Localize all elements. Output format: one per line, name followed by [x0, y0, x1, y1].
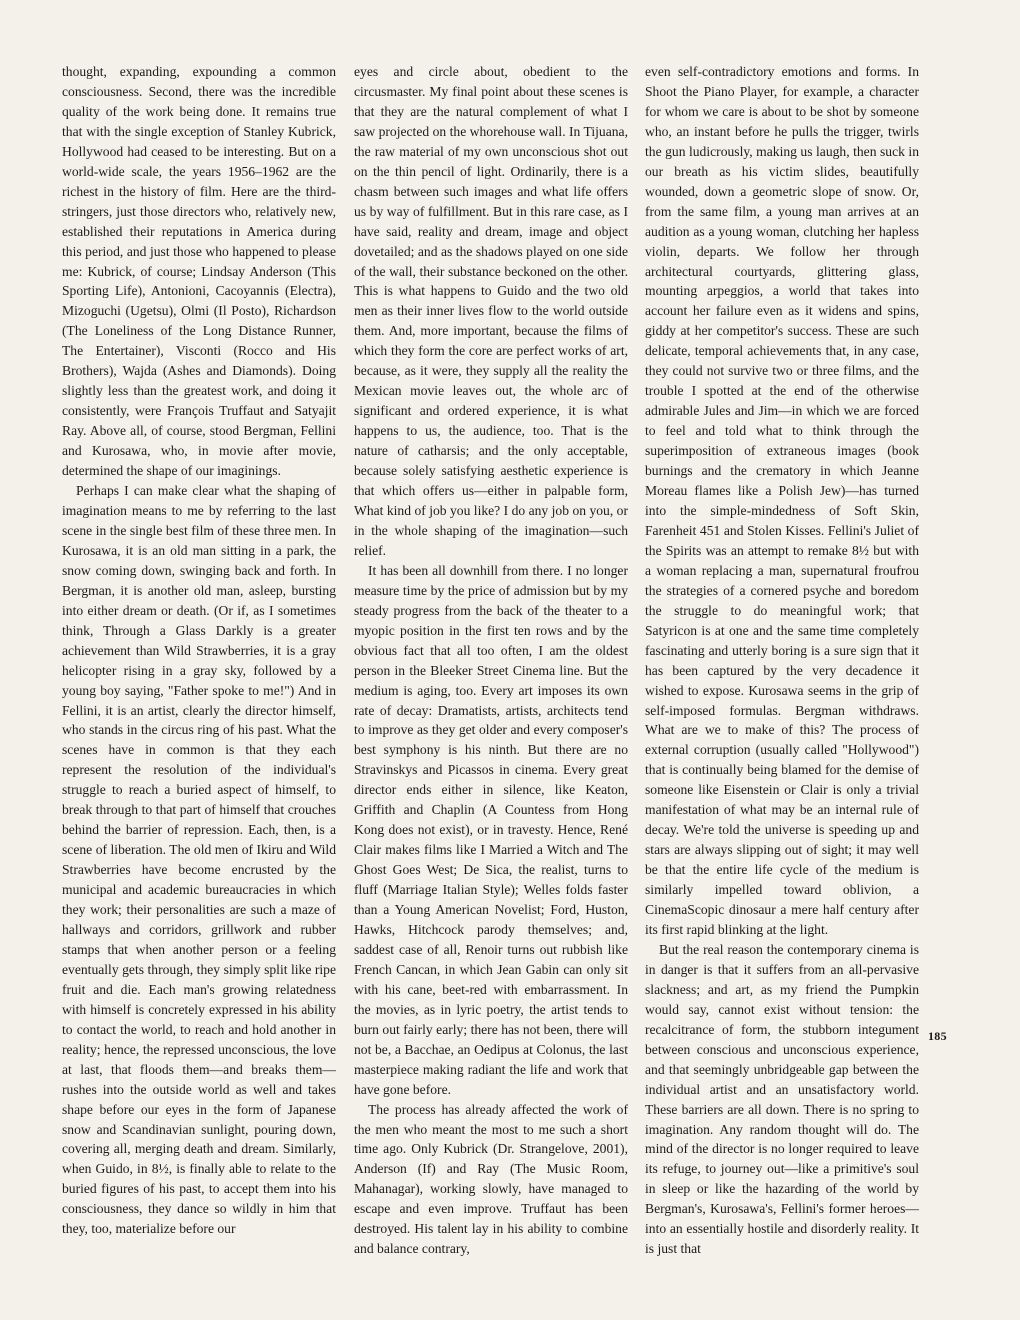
- text-column-3: [645, 62, 919, 1259]
- paragraph: It has been all downhill from there. I no longer measure time by the price of admission but by my steady progress from the back of the theater to a myopic position in the first ten rows and by the obvious fact that all too often, I am the oldest person in the Bleeker Street Cinema line. But the medium is aging, too. Every art imposes its own rate of decay: Dramatists, artists, architects tend to improve as they get older and every composer's best symphony is his ninth. But there are no Stravinskys and Picassos in cinema. Every great director ends either in silence, like Keaton, Griffith and Chaplin (A Countess from Hong Kong does not exist), or in travesty. Hence, René Clair makes films like I Married a Witch and The Ghost Goes West; De Sica, the realist, turns to fluff (Marriage Italian Style); Welles folds faster than a Young American Novelist; Ford, Huston, Hawks, Hitchcock parody themselves; and, saddest case of all, Renoir turns out rubbish like French Cancan, in which Jean Gabin can only sit with his cane, beet-red with embarrassment. In the movies, as in lyric poetry, the artist tends to burn out fairly early; there has not been, there will not be, a Bacchae, an Oedipus at Colonus, the last masterpiece making radiant the life and work that have gone before.: [354, 562, 628, 1097]
- paragraph: Perhaps I can make clear what the shaping of imagination means to me by referring to the last scene in the single best film of these three men. In Kurosawa, it is an old man sitting in a park, the snow coming down, swinging back and forth. In Bergman, it is another old man, asleep, bursting into either dream or death. (Or if, as I sometimes think, Through a Glass Darkly is a greater achievement than Wild Strawberries, it is a gray helicopter rising in a gray sky, followed by a young boy saying, "Father spoke to me!") And in Fellini, it is an artist, clearly the director himself, who stands in the circus ring of his past. What the scenes have in common is that they each represent the resolution of the individual's struggle to reach a buried aspect of himself, to break through to that part of himself that crouches behind the barrier of repression. Each, then, is a scene of liberation. The old men of Ikiru and Wild Strawberries have become encrusted by the municipal and academic bureaucracies in which they work; their personalities are such a maze of hallways and corridors, grillwork and rubber stamps that when another person or a feeling eventually gets through, they simply split like ripe fruit and die. Each man's growing relatedness with himself is concretely expressed in his ability to contact the world, to reach and hold another in reality; hence, the repressed unconscious, the love at last, that floods them—and breaks them—rushes into the outside world as well and takes shape before our eyes in the form of Japanese snow and Scandinavian sunlight, pouring down, covering all, merging death and dream. Similarly, when Guido, in 8½, is finally able to relate to the buried figures of his past, to accept them into his consciousness, they dance so wildly in him that they, too, materialize before our: [62, 483, 336, 1237]
- paragraph: The process has already affected the work of the men who meant the most to me such a short time ago. Only Kubrick (Dr. Strangelove, 2001), Anderson (If) and Ray (The Music Room, Mahanagar), working slowly, have managed to escape and even improve. Truffaut has been destroyed. His talent lay in his ability to combine and balance contrary,: [354, 1101, 628, 1257]
- paragraph: eyes and circle about, obedient to the circusmaster. My final point about these scenes is that they are the natural complement of what I saw projected on the whorehouse wall. In Tijuana, the raw material of my own unconscious shot out on the thin pencil of light. Ordinarily, there is a chasm between such images and what life offers us by way of fulfillment. But in this rare case, as I have said, reality and dream, image and object dovetailed; and as the shadows played on one side of the wall, their substance beckoned on the other. This is what happens to Guido and the two old men as their inner lives flow to the world outside them. And, more important, because the films of which they form the core are perfect works of art, because, as it were, they supply all the reality the Mexican movie leaves out, the whole arc of significant and ordered experience, it is what happens to us, the audience, too. That is the nature of catharsis; and the only acceptable, because solely satisfying aesthetic experience is that which offers us—either in palpable form, What kind of job you like? I do any job on you, or in the whole shaping of the imagination—such relief.: [354, 64, 628, 558]
- text-column-1: [62, 62, 336, 1239]
- paragraph: thought, expanding, expounding a common consciousness. Second, there was the incredible quality of the work being done. It remains true that with the single exception of Stanley Kubrick, Hollywood had ceased to be interesting. But on a world-wide scale, the years 1956–1962 are the richest in the history of film. Here are the third-stringers, just those directors who, relatively new, established their reputations in America during this period, and just those who happened to please me: Kubrick, of course; Lindsay Anderson (This Sporting Life), Antonioni, Cacoyannis (Electra), Mizoguchi (Ugetsu), Olmi (Il Posto), Richardson (The Loneliness of the Long Distance Runner, The Entertainer), Visconti (Rocco and His Brothers), Wajda (Ashes and Diamonds). Doing slightly less than the greatest work, and doing it consistently, were François Truffaut and Satyajit Ray. Above all, of course, stood Bergman, Fellini and Kurosawa, who, in movie after movie, determined the shape of our imaginings.: [62, 64, 336, 479]
- page-number: 185: [928, 1029, 947, 1043]
- text-column-2: [354, 62, 628, 1259]
- paragraph: But the real reason the contemporary cinema is in danger is that it suffers from an all-pervasive slackness; and art, as my friend the Pumpkin would say, cannot exist without tension: the recalcitrance of form, the stubborn integument between conscious and unconscious experience, and that seemingly unbridgeable gap between the individual artist and an unsatisfactory world. These barriers are all down. There is no spring to imagination. Any random thought will do. The mind of the director is no longer required to leave its refuge, to journey out—like a primitive's soul in sleep or like the hazarding of the world by Bergman's, Kurosawa's, Fellini's former heroes—into an essentially hostile and disorderly reality. It is just that: [645, 941, 919, 1257]
- paragraph: even self-contradictory emotions and forms. In Shoot the Piano Player, for example, a character for whom we care is about to be shot by someone who, an instant before he pulls the trigger, twirls the gun ludicrously, making us laugh, then suck in our breath as his victim slides, beautifully wounded, down a geometric slope of snow. Or, from the same film, a young man arrives at an audition as a young woman, clutching her hapless violin, departs. We follow her through architectural courtyards, glittering glass, mounting arpeggios, a world that takes into account her failure even as it widens and spins, giddy at her competitor's success. These are such delicate, temporal achievements that, in any case, they could not survive two or three films, and the trouble I spotted at the end of the otherwise admirable Jules and Jim—in which we are forced to feel and told what to think through the superimposition of extraneous images (book burnings and the crematory in which Jeanne Moreau flames like a Polish Jew)—has turned into the simple-mindedness of Soft Skin, Farenheit 451 and Stolen Kisses. Fellini's Juliet of the Spirits was an attempt to remake 8½ but with a woman replacing a man, supernatural froufrou the strategies of a cornered psyche and boredom the struggle to do meaningful work; that Satyricon is at one and the same time completely fascinating and utterly boring is a sure sign that it has been captured by the very decadence it wished to expose. Kurosawa seems in the grip of self-imposed formulas. Bergman withdraws. What are we to make of this? The process of external corruption (usually called "Hollywood") that is continually being blamed for the demise of someone like Eisenstein or Clair is only a trivial manifestation of what may be an internal rule of decay. We're told the universe is speeding up and stars are always slipping out of sight; it may well be that the entire life cycle of the medium is similarly impelled toward oblivion, a CinemaScopic dinosaur a mere half century after its first rapid blinking at the light.: [645, 64, 919, 937]
